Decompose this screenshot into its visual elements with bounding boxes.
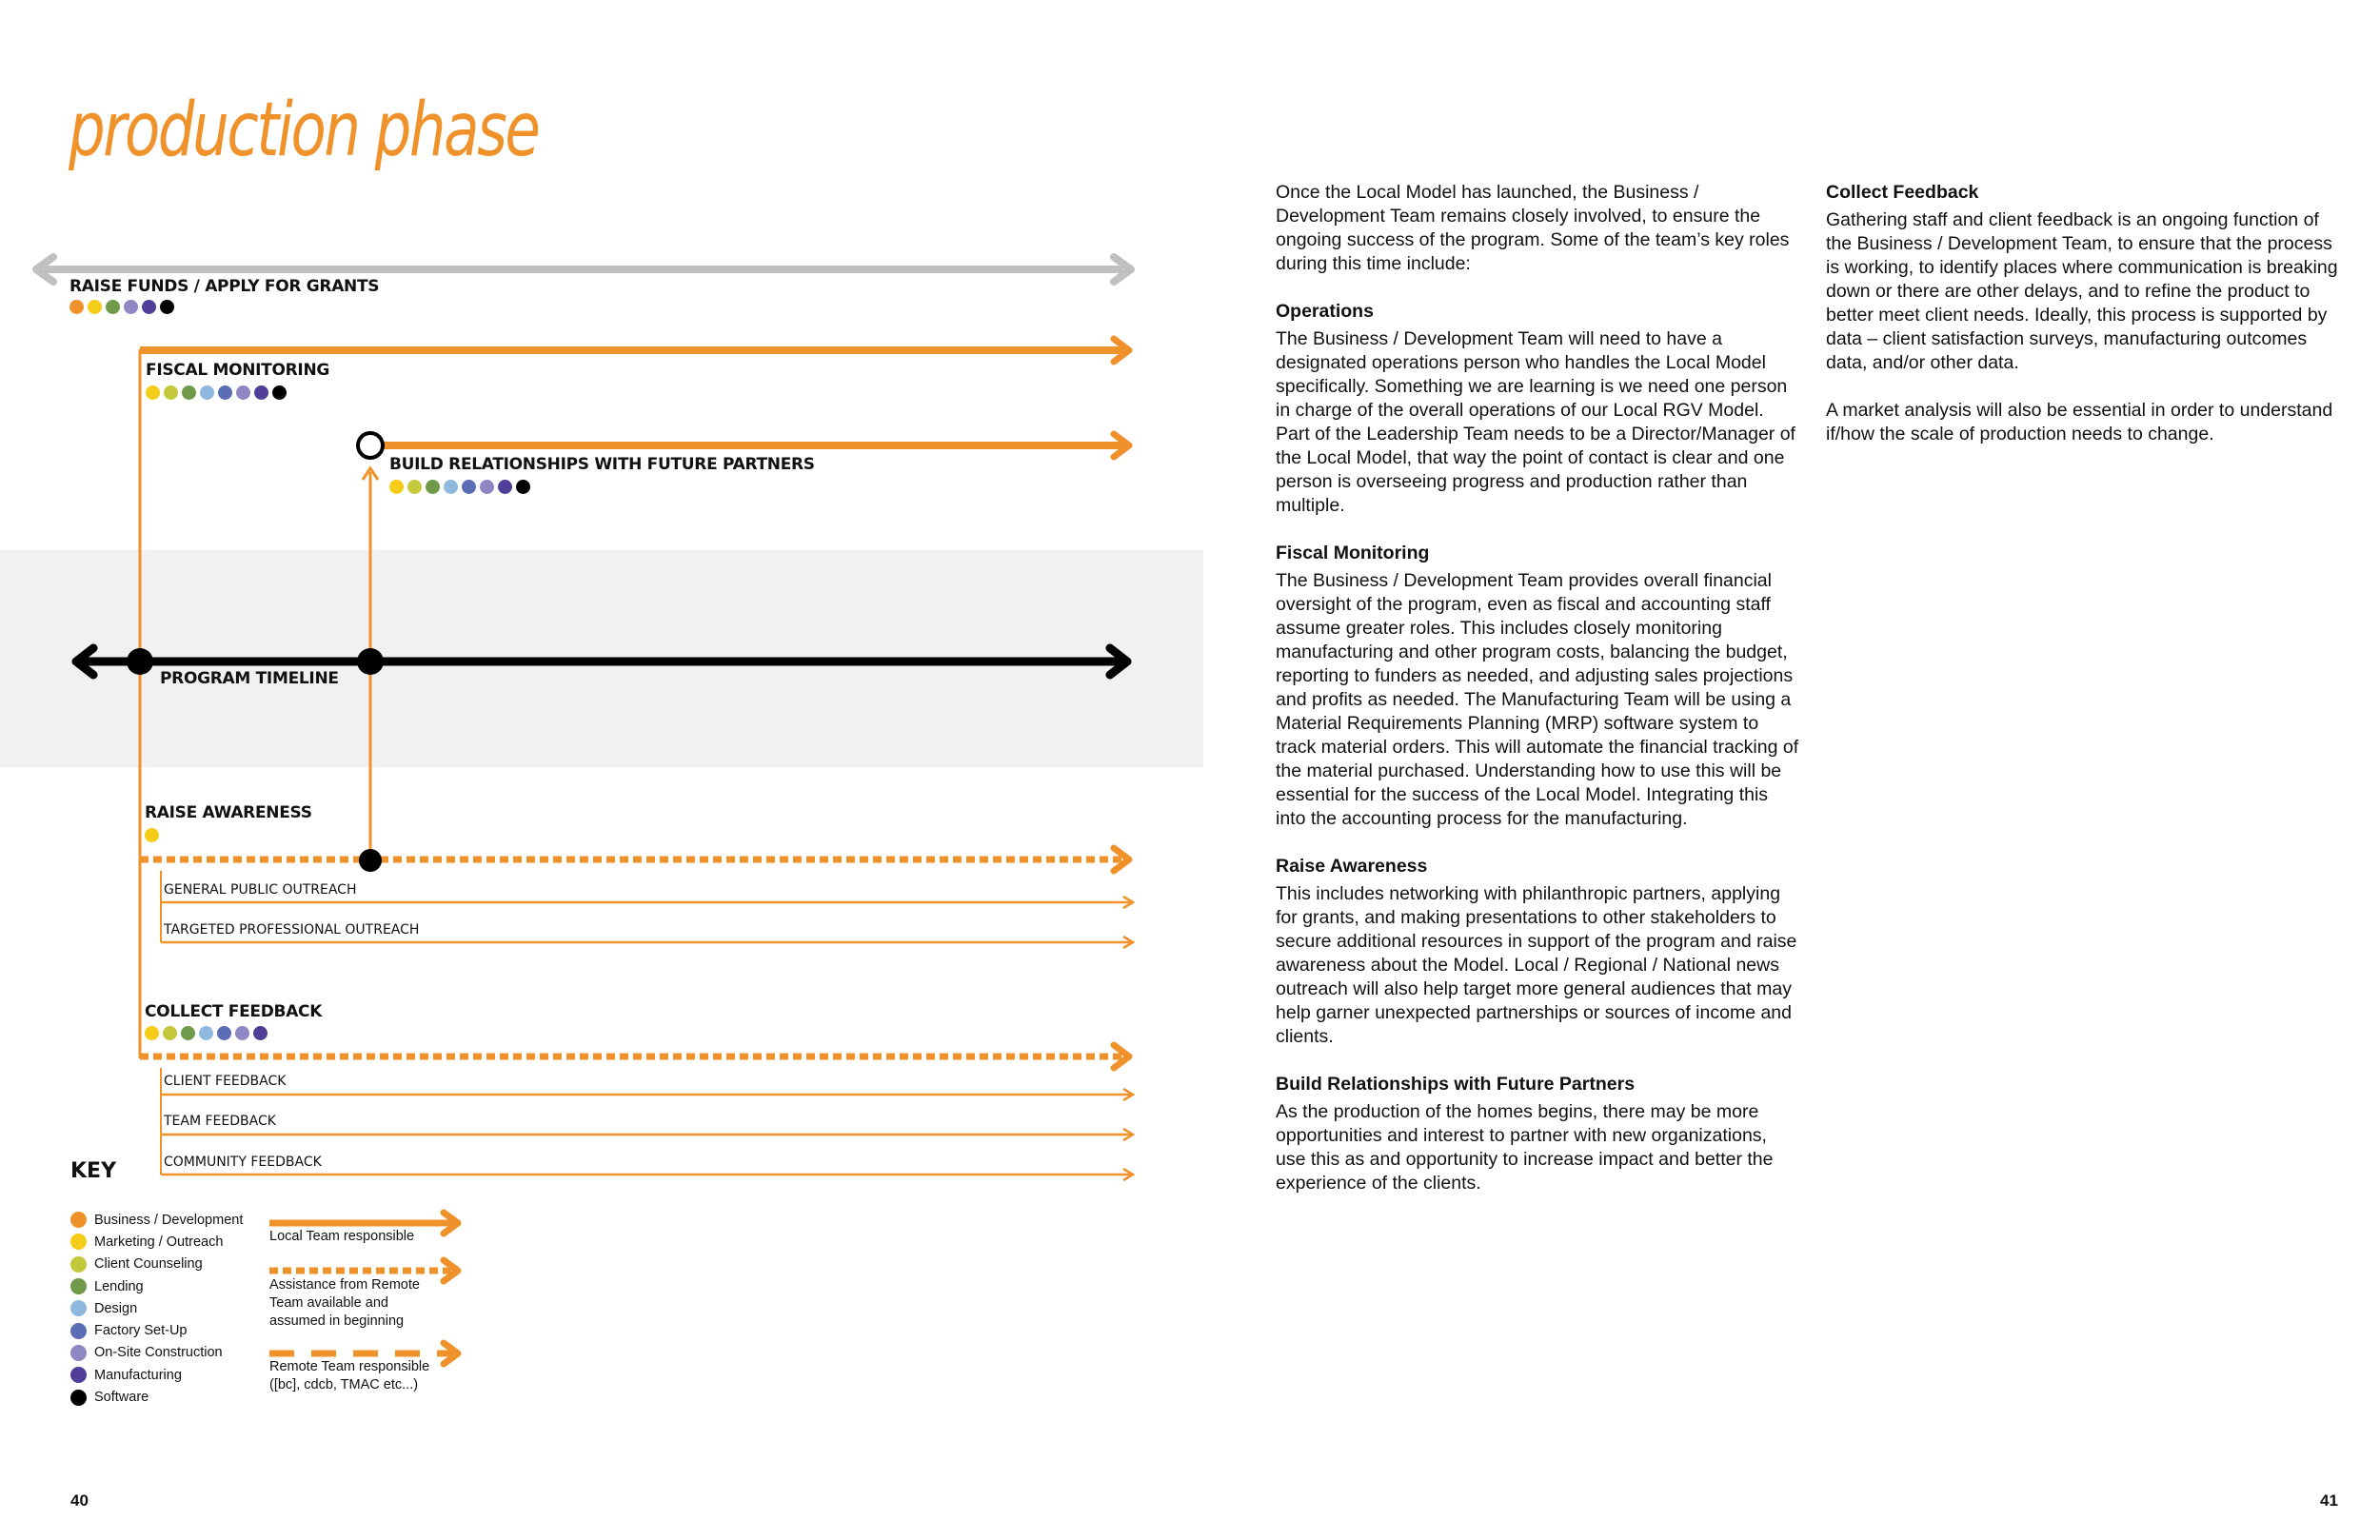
team-dot (498, 480, 512, 494)
relationships-heading: Build Relationships with Future Partners (1276, 1074, 1636, 1095)
team-dot (181, 1026, 195, 1040)
key-item (70, 1209, 243, 1231)
key-item (70, 1297, 243, 1319)
team-dot (88, 300, 102, 314)
key-item-label: Client Counseling (94, 1256, 203, 1273)
timeline-node-2 (357, 648, 384, 675)
key-dot (70, 1256, 87, 1273)
key-dot (70, 1345, 87, 1361)
awareness-heading: Raise Awareness (1276, 856, 1428, 877)
raise-funds-dots (69, 300, 178, 314)
key-item-label: Software (94, 1390, 149, 1406)
team-dot (462, 480, 476, 494)
team-dot (217, 1026, 231, 1040)
page-title: production phase (69, 88, 539, 173)
feedback-heading: Collect Feedback (1826, 182, 1979, 203)
team-dot (200, 385, 214, 400)
key-item (70, 1386, 243, 1408)
key-item (70, 1342, 243, 1364)
team-dot (163, 1026, 177, 1040)
team-dot (272, 385, 287, 400)
feedback-sub-1: CLIENT FEEDBACK (164, 1074, 287, 1089)
fiscal-arrow (140, 339, 1129, 362)
key-item-label: Design (94, 1300, 138, 1316)
page-number-left: 40 (70, 1491, 89, 1510)
team-dot (444, 480, 458, 494)
key-item-label: Manufacturing (94, 1367, 182, 1383)
awareness-sub-2: TARGETED PROFESSIONAL OUTREACH (164, 922, 420, 938)
key-item (70, 1231, 243, 1253)
text-column-right (1826, 181, 2345, 470)
text-column-left (1276, 181, 1799, 1219)
key-item (70, 1319, 243, 1341)
page-number-right: 41 (2320, 1491, 2338, 1510)
awareness-node (359, 849, 382, 872)
team-dot (389, 480, 404, 494)
relationships-paragraph: As the production of the homes begins, there may be more opportunities and interest to partner with new organizations, use this as and opportunity to increase impact and better the experience of the clients. (1276, 1101, 1774, 1194)
feedback-sub-3: COMMUNITY FEEDBACK (164, 1155, 322, 1170)
team-dot (106, 300, 120, 314)
legend-local-text: Local Team responsible (269, 1229, 415, 1244)
feedback-sub-2: TEAM FEEDBACK (164, 1114, 276, 1129)
operations-heading: Operations (1276, 301, 1374, 322)
team-dot (254, 385, 268, 400)
feedback-label: COLLECT FEEDBACK (145, 1002, 323, 1021)
relationships-label: BUILD RELATIONSHIPS WITH FUTURE PARTNERS (389, 455, 815, 474)
key-list (70, 1209, 243, 1409)
fiscal-paragraph: The Business / Development Team provides overall financial oversight of the program, even as fiscal and accounting staff assume greater roles. This includes closely monitoring manufacturing and other program costs, balancing the budget, reporting to funders as needed, and adjusting sales projections and profits as needed. The Manufacturing Team will be using a Material Requirements Planning (MRP) software system to track material orders. This will automate the financial tracking of the material purchased. Understanding how to use this will be essential for the success of the Local Model. Integrating this into the accounting process for the manufacturing. (1276, 570, 1799, 829)
relationships-start-node (358, 433, 383, 458)
awareness-paragraph: This includes networking with philanthropic partners, applying for grants, and making presentations to other stakeholders to secure additional resources in support of the program and raise awareness about the Model. Local / Regional / National news outreach will also help target more general audiences that may help garner unexpected partnerships or sources of income and clients. (1276, 883, 1797, 1047)
key-item (70, 1364, 243, 1386)
feedback-paragraph: Gathering staff and client feedback is an ongoing function of the Business / Development Team, to ensure that the process is working, to identify places where communication is breaking down or there are other delays, and to refine the product to better meet client needs. Ideally, this process is supported by data – client satisfaction surveys, manufacturing outcomes data, and/or other data. (1826, 209, 2338, 373)
team-dot (480, 480, 494, 494)
key-item (70, 1254, 243, 1275)
timeline-label: PROGRAM TIMELINE (160, 669, 339, 688)
key-item-label: Factory Set-Up (94, 1323, 188, 1339)
team-dot (164, 385, 178, 400)
legend-remote-text: Remote Team responsible ([bc], cdcb, TMAC etc...) (269, 1359, 430, 1392)
team-dot (124, 300, 138, 314)
team-dot (236, 385, 250, 400)
team-dot (218, 385, 232, 400)
team-dot (182, 385, 196, 400)
key-title: KEY (70, 1159, 117, 1183)
key-dot (70, 1390, 87, 1406)
awareness-label: RAISE AWARENESS (145, 803, 312, 822)
fiscal-label: FISCAL MONITORING (146, 361, 330, 380)
key-dot (70, 1212, 87, 1228)
awareness-sub-1: GENERAL PUBLIC OUTREACH (164, 882, 357, 898)
key-dot (70, 1234, 87, 1250)
team-dot (199, 1026, 213, 1040)
key-dot (70, 1323, 87, 1339)
key-item-label: Business / Development (94, 1212, 244, 1228)
awareness-arrow (140, 848, 1129, 872)
key-item-label: On-Site Construction (94, 1345, 223, 1361)
timeline-node-1 (127, 648, 153, 675)
feedback-arrow (140, 1045, 1129, 1068)
fiscal-heading: Fiscal Monitoring (1276, 543, 1430, 563)
team-dot (253, 1026, 268, 1040)
key-item-label: Marketing / Outreach (94, 1234, 224, 1250)
relationships-dots (389, 480, 534, 494)
legend-assist-text: Assistance from Remote Team available and assumed in beginning (269, 1277, 420, 1329)
feedback-dots (145, 1026, 271, 1040)
team-dot (145, 1026, 159, 1040)
key-item-label: Lending (94, 1278, 144, 1294)
key-item (70, 1275, 243, 1297)
team-dot (160, 300, 174, 314)
team-dot (145, 828, 159, 842)
intro-paragraph: Once the Local Model has launched, the Business / Development Team remains closely involved, to ensure the ongoing success of the program. Some of the team’s key roles during this time include: (1276, 182, 1790, 274)
team-dot (235, 1026, 249, 1040)
awareness-dots (145, 828, 163, 842)
raise-funds-label: RAISE FUNDS / APPLY FOR GRANTS (69, 277, 380, 296)
team-dot (407, 480, 422, 494)
team-dot (516, 480, 530, 494)
team-dot (142, 300, 156, 314)
market-paragraph: A market analysis will also be essential in order to understand if/how the scale of production needs to change. (1826, 400, 2333, 444)
key-dot (70, 1367, 87, 1383)
key-dot (70, 1278, 87, 1294)
key-dot (70, 1300, 87, 1316)
operations-paragraph: The Business / Development Team will need to have a designated operations person who handles the Local Model specifically. Something we are learning is we need one person in charge of the overall operations of our Local RGV Model. Part of the Leadership Team needs to be a Director/Manager of the Local Model, that way the point of contact is clear and one person is overseeing progress and production rather than multiple. (1276, 328, 1795, 516)
team-dot (146, 385, 160, 400)
fiscal-dots (146, 385, 290, 400)
team-dot (426, 480, 440, 494)
team-dot (69, 300, 84, 314)
